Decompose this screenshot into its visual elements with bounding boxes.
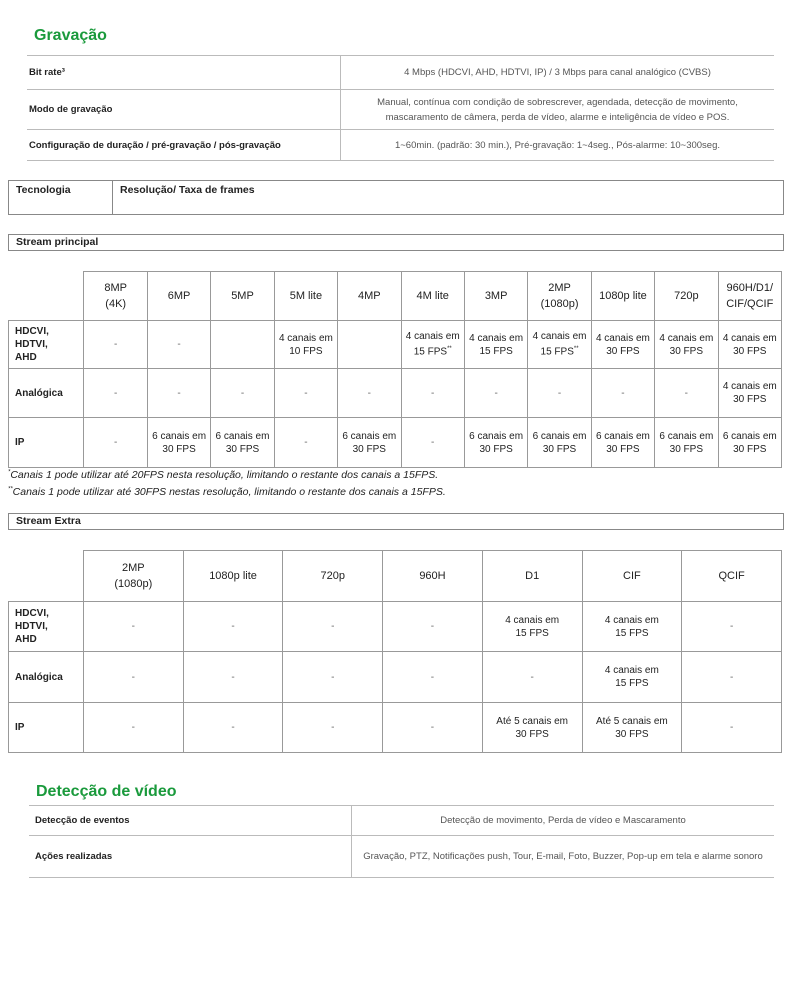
- table-cell: 4 canais em 30 FPS: [655, 321, 718, 369]
- spec-value: Detecção de movimento, Perda de vídeo e Mascaramento: [352, 806, 775, 836]
- table-cell: -: [83, 652, 183, 703]
- column-header: 1080p lite: [591, 272, 654, 321]
- table-cell: [338, 321, 401, 369]
- spec-value: Gravação, PTZ, Notificações push, Tour, E-mail, Foto, Buzzer, Pop-up em tela e alarme sonoro: [352, 836, 775, 878]
- table-row: [27, 90, 774, 130]
- table-cell: 6 canais em 30 FPS: [464, 418, 527, 468]
- spec-value: 1~60min. (padrão: 30 min.), Pré-gravação: 1~4seg., Pós-alarme: 10~300seg.: [341, 130, 775, 161]
- table-cell: 4 canais em 15 FPS**: [528, 321, 591, 369]
- table-cell: -: [383, 602, 483, 652]
- column-header: 8MP (4K): [84, 272, 147, 321]
- column-header: 3MP: [464, 272, 527, 321]
- corner-cell: [9, 272, 84, 321]
- column-header: 1080p lite: [183, 551, 283, 602]
- column-header: 5MP: [211, 272, 274, 321]
- table-row: [9, 418, 782, 468]
- table-cell: 4 canais em 15 FPS: [464, 321, 527, 369]
- table-cell: -: [401, 418, 464, 468]
- table-cell: -: [84, 418, 147, 468]
- table-cell: 4 canais em 15 FPS: [482, 602, 582, 652]
- table-cell: -: [682, 602, 782, 652]
- column-header: QCIF: [682, 551, 782, 602]
- stream-extra-table: [8, 550, 782, 753]
- spec-label: Configuração de duração / pré-gravação / pós-gravação: [27, 130, 341, 161]
- table-cell: 4 canais em 10 FPS: [274, 321, 337, 369]
- spec-value: 4 Mbps (HDCVI, AHD, HDTVI, IP) / 3 Mbps para canal analógico (CVBS): [341, 56, 775, 90]
- table-cell: 4 canais em 15 FPS: [582, 652, 682, 703]
- table-cell: 6 canais em 30 FPS: [338, 418, 401, 468]
- table-cell: -: [591, 369, 654, 418]
- table-cell: 4 canais em 30 FPS: [718, 321, 781, 369]
- stream-principal-table: [8, 271, 782, 468]
- row-header: IP: [9, 418, 84, 468]
- column-header: CIF: [582, 551, 682, 602]
- table-cell: 6 canais em 30 FPS: [528, 418, 591, 468]
- footnote-2: **Canais 1 pode utilizar até 30FPS nestas resolução, limitando o restante dos canais a 15FPS.: [8, 486, 446, 498]
- table-cell: 6 canais em 30 FPS: [591, 418, 654, 468]
- table-cell: -: [183, 652, 283, 703]
- table-cell: -: [84, 369, 147, 418]
- stream-principal-bar: [8, 234, 784, 251]
- spec-label: Ações realizadas: [29, 836, 352, 878]
- column-header: 4MP: [338, 272, 401, 321]
- column-header: 960H/D1/ CIF/QCIF: [718, 272, 781, 321]
- column-header: 4M lite: [401, 272, 464, 321]
- table-cell: 6 canais em 30 FPS: [211, 418, 274, 468]
- stream-extra-title: Stream Extra: [16, 515, 81, 527]
- table-cell: -: [283, 602, 383, 652]
- table-cell: -: [383, 703, 483, 753]
- table-row: [9, 369, 782, 418]
- table-cell: -: [183, 703, 283, 753]
- column-header: D1: [482, 551, 582, 602]
- row-header: HDCVI, HDTVI, AHD: [9, 602, 84, 652]
- table-cell: -: [274, 369, 337, 418]
- table-cell: -: [283, 652, 383, 703]
- column-header: 720p: [655, 272, 718, 321]
- table-row: [9, 703, 782, 753]
- tecnologia-header: [8, 180, 784, 215]
- table-cell: 6 canais em 30 FPS: [655, 418, 718, 468]
- table-cell: -: [464, 369, 527, 418]
- table-cell: -: [183, 602, 283, 652]
- table-cell: -: [682, 652, 782, 703]
- header-row: [9, 272, 782, 321]
- row-header: Analógica: [9, 652, 84, 703]
- table-cell: -: [383, 652, 483, 703]
- table-cell: 6 canais em 30 FPS: [718, 418, 781, 468]
- table-cell: -: [338, 369, 401, 418]
- spec-value: Manual, contínua com condição de sobrescrever, agendada, detecção de movimento, mascaramento de câmera, perda de vídeo, alarme e inteligência de vídeo e POS.: [341, 90, 775, 130]
- spec-label: Bit rate³: [27, 56, 341, 90]
- table-cell: -: [482, 652, 582, 703]
- row-header: IP: [9, 703, 84, 753]
- table-cell: 4 canais em 15 FPS: [582, 602, 682, 652]
- table-row: [9, 321, 782, 369]
- table-row: [29, 836, 774, 878]
- table-cell: -: [655, 369, 718, 418]
- table-cell: Até 5 canais em 30 FPS: [482, 703, 582, 753]
- spec-label: Modo de gravação: [27, 90, 341, 130]
- row-header: HDCVI, HDTVI, AHD: [9, 321, 84, 369]
- gravacao-table: [27, 55, 774, 161]
- table-cell: -: [147, 321, 210, 369]
- section-title-gravacao: Gravação: [34, 27, 107, 44]
- section-title-deteccao: Detecção de vídeo: [36, 783, 177, 800]
- table-cell: Até 5 canais em 30 FPS: [582, 703, 682, 753]
- table-cell: -: [147, 369, 210, 418]
- footnote-1: *Canais 1 pode utilizar até 20FPS nesta resolução, limitando o restante dos canais a 15FPS.: [8, 469, 439, 481]
- table-cell: 4 canais em 30 FPS: [718, 369, 781, 418]
- table-row: [9, 652, 782, 703]
- table-row: [27, 56, 774, 90]
- table-cell: -: [528, 369, 591, 418]
- deteccao-table: [29, 805, 774, 878]
- stream-extra-bar: [8, 513, 784, 530]
- corner-cell: [9, 551, 84, 602]
- table-cell: -: [84, 321, 147, 369]
- column-header: 720p: [283, 551, 383, 602]
- resolucao-label: Resolução/ Taxa de frames: [120, 184, 255, 196]
- table-cell: [211, 321, 274, 369]
- column-header: 5M lite: [274, 272, 337, 321]
- spec-label: Detecção de eventos: [29, 806, 352, 836]
- table-row: [27, 130, 774, 161]
- table-cell: -: [83, 703, 183, 753]
- header-row: [9, 551, 782, 602]
- column-header: 960H: [383, 551, 483, 602]
- table-cell: 6 canais em 30 FPS: [147, 418, 210, 468]
- stream-principal-title: Stream principal: [16, 236, 99, 248]
- table-cell: -: [283, 703, 383, 753]
- table-cell: 4 canais em 30 FPS: [591, 321, 654, 369]
- row-header: Analógica: [9, 369, 84, 418]
- table-cell: -: [401, 369, 464, 418]
- column-header: 2MP (1080p): [528, 272, 591, 321]
- table-row: [9, 602, 782, 652]
- column-header: 6MP: [147, 272, 210, 321]
- table-cell: -: [83, 602, 183, 652]
- table-cell: -: [274, 418, 337, 468]
- table-cell: -: [211, 369, 274, 418]
- table-cell: -: [682, 703, 782, 753]
- column-header: 2MP (1080p): [83, 551, 183, 602]
- table-row: [29, 806, 774, 836]
- table-cell: 4 canais em 15 FPS**: [401, 321, 464, 369]
- tecnologia-label: Tecnologia: [16, 184, 71, 196]
